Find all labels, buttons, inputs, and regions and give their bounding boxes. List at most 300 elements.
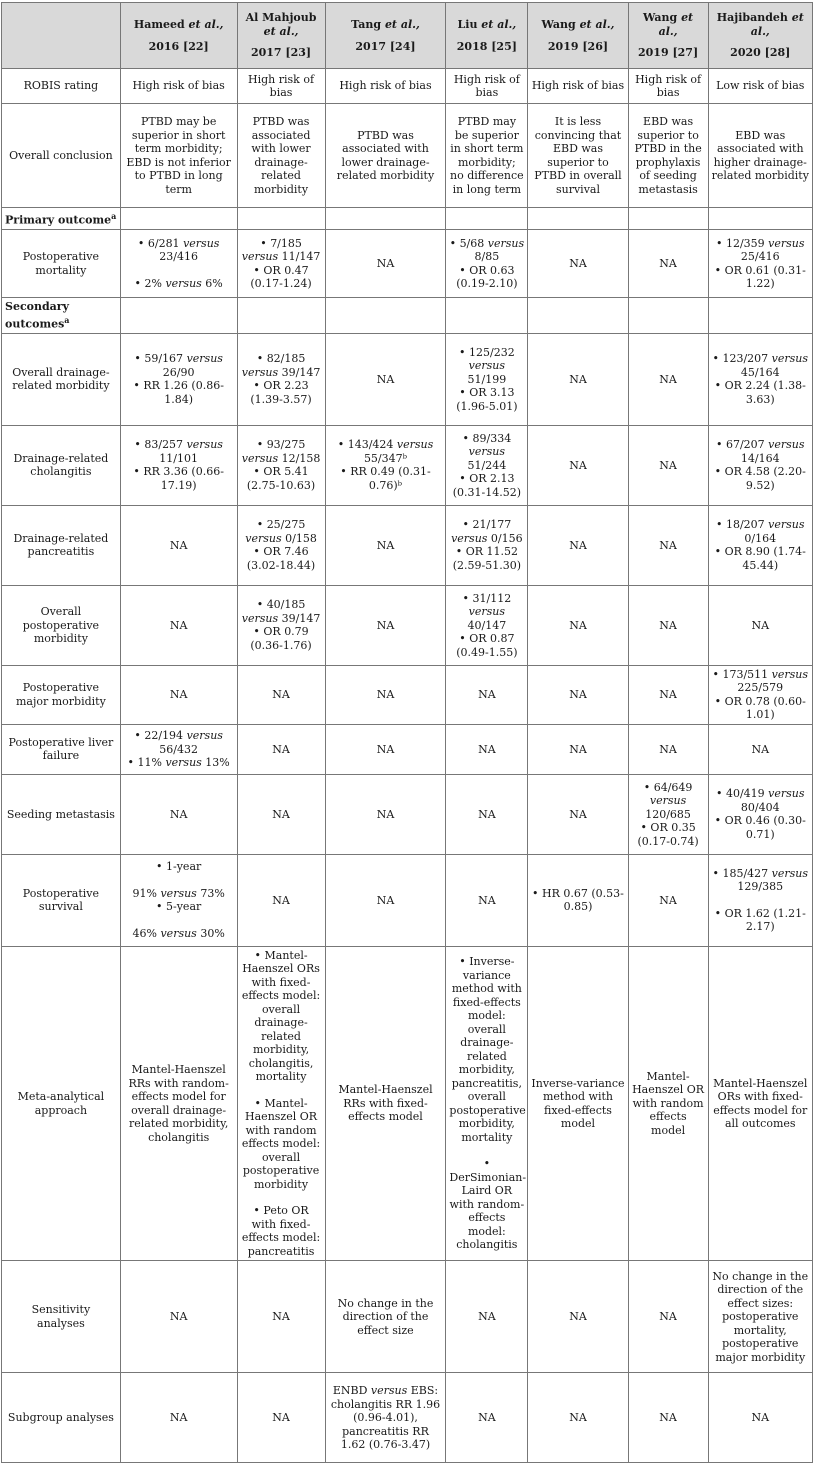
empty-cell <box>708 208 812 230</box>
data-cell <box>708 230 812 298</box>
cell-line: NA <box>272 1411 290 1425</box>
data-cell <box>120 425 237 505</box>
cell-line: • 5/68 versus 8/85 <box>449 236 525 264</box>
row-label: Postoperative liver failure <box>2 724 121 774</box>
data-cell <box>325 505 446 585</box>
data-cell <box>708 1261 812 1373</box>
study-author: Hameed <box>133 18 189 31</box>
cell-line: NA <box>169 807 188 821</box>
cell-line: • OR 8.90 (1.74-45.44) <box>714 545 806 572</box>
cell-line: No change in the direction of the effect sizes: postoperative mortality, postoperative major morbidity <box>712 1269 809 1364</box>
data-cell <box>120 104 237 208</box>
data-cell <box>528 774 628 854</box>
cell-line: NA <box>376 618 395 632</box>
data-cell <box>120 69 237 104</box>
data-cell <box>708 774 812 854</box>
cell-line: • 1-year <box>156 860 202 874</box>
data-cell <box>237 425 325 505</box>
cell-line: NA <box>169 688 188 702</box>
data-cell <box>528 1373 628 1463</box>
cell-line: NA <box>169 1411 188 1425</box>
data-cell <box>237 230 325 298</box>
table-row-seeding <box>2 774 813 854</box>
data-cell <box>708 585 812 665</box>
study-header <box>446 3 528 69</box>
data-cell <box>446 946 528 1261</box>
data-cell <box>708 854 812 946</box>
data-cell <box>628 505 708 585</box>
cell-line: • 173/511 versus 225/579 <box>712 667 809 695</box>
table-row-survival <box>2 854 813 946</box>
study-year: 2019 [27] <box>638 46 699 60</box>
cell-line: NA <box>659 538 677 552</box>
cell-line: NA <box>569 256 587 270</box>
cell-line: Inverse-variance method with fixed-effects model <box>531 1076 625 1131</box>
data-cell <box>628 854 708 946</box>
data-cell <box>446 774 528 854</box>
cell-line: NA <box>569 538 587 552</box>
cell-line: NA <box>569 742 587 756</box>
study-etal: et al., <box>750 11 804 38</box>
header-row <box>2 3 813 69</box>
row-label: Meta-analytical approach <box>2 946 121 1261</box>
cell-line: NA <box>376 538 395 552</box>
data-cell <box>237 946 325 1261</box>
data-cell <box>708 333 812 425</box>
cell-line: NA <box>272 688 290 702</box>
row-label: Postoperative mortality <box>2 230 121 298</box>
data-cell <box>120 724 237 774</box>
cell-line: NA <box>569 688 587 702</box>
cell-line: • 67/207 versus 14/164 <box>715 438 805 465</box>
cell-line: • DerSimonian-Laird OR with random-effects model: cholangitis <box>449 1157 527 1252</box>
cell-line: NA <box>569 807 587 821</box>
cell-line: • 40/185 versus 39/147 <box>241 598 321 625</box>
data-cell <box>446 1261 528 1373</box>
study-year: 2017 [23] <box>250 46 312 60</box>
study-etal: et al., <box>188 18 224 31</box>
data-cell <box>628 724 708 774</box>
data-cell <box>237 665 325 724</box>
cell-line: NA <box>169 618 188 632</box>
data-cell <box>528 585 628 665</box>
cell-line: • 18/207 versus 0/164 <box>715 518 805 545</box>
cell-line: • OR 2.13 (0.31-14.52) <box>452 472 521 499</box>
data-cell <box>628 1261 708 1373</box>
cell-line: Low risk of bias <box>716 79 805 93</box>
cell-line: • OR 5.41 (2.75-10.63) <box>246 465 316 492</box>
cell-line: • 64/649 versus 120/685 <box>643 780 693 821</box>
cell-line: NA <box>376 742 395 756</box>
cell-line: NA <box>659 458 677 472</box>
cell-line: Mantel-Haenszel RRs with fixed-effects model <box>338 1083 433 1124</box>
data-cell <box>528 724 628 774</box>
cell-line: NA <box>376 256 395 270</box>
data-cell <box>237 774 325 854</box>
cell-line: PTBD was associated with lower drainage-related morbidity <box>251 115 311 196</box>
study-header <box>120 3 237 69</box>
row-label: Sensitivity analyses <box>2 1261 121 1373</box>
section-label: Primary outcome$^a$ <box>2 208 121 230</box>
data-cell <box>446 585 528 665</box>
data-cell <box>528 665 628 724</box>
cell-line: • OR 2.23 (1.39-3.57) <box>250 379 312 406</box>
empty-cell <box>446 298 528 334</box>
cell-line: NA <box>569 618 587 632</box>
cell-line: EBD was superior to PTBD in the prophylaxis of seeding metastasis <box>634 115 702 196</box>
cell-line: High risk of bias <box>531 79 625 93</box>
table-row-overall-drainage <box>2 333 813 425</box>
data-cell <box>528 230 628 298</box>
cell-line: • OR 0.87 (0.49-1.55) <box>456 632 518 659</box>
data-cell <box>528 1261 628 1373</box>
cell-line: • 21/177 versus 0/156 <box>451 518 523 545</box>
cell-line: NA <box>478 1310 496 1324</box>
empty-cell <box>120 298 237 334</box>
data-cell <box>120 1373 237 1463</box>
cell-line: NA <box>751 1411 770 1425</box>
data-cell <box>628 1373 708 1463</box>
cell-line: NA <box>659 618 677 632</box>
data-cell <box>325 585 446 665</box>
cell-line: • 89/334 versus 51/244 <box>462 431 512 472</box>
data-cell <box>325 104 446 208</box>
data-cell <box>325 333 446 425</box>
data-cell <box>446 425 528 505</box>
cell-line: • 7/185 versus 11/147 <box>241 236 321 264</box>
data-cell <box>528 946 628 1261</box>
cell-line: • Peto OR with fixed-effects model: pancreatitis <box>241 1204 321 1258</box>
table-row-mortality <box>2 230 813 298</box>
empty-cell <box>528 208 628 230</box>
data-cell <box>708 724 812 774</box>
empty-cell <box>237 208 325 230</box>
data-cell <box>446 665 528 724</box>
cell-line: • Inverse-variance method with fixed-effects model: overall drainage-related morbidity, pancreatitis, overall postoperative morbidity, mortality <box>449 955 526 1144</box>
cell-line: NA <box>478 1411 496 1425</box>
data-cell <box>628 230 708 298</box>
study-author: Liu <box>457 18 482 31</box>
data-cell <box>446 505 528 585</box>
row-label: Postoperative survival <box>2 854 121 946</box>
cell-line: • RR 3.36 (0.66-17.19) <box>133 465 224 492</box>
study-etal: et al., <box>658 11 694 38</box>
study-year: 2017 [24] <box>355 39 416 53</box>
table-row-robis <box>2 69 813 104</box>
data-cell <box>446 69 528 104</box>
data-cell <box>325 774 446 854</box>
data-cell <box>237 505 325 585</box>
data-cell <box>528 104 628 208</box>
cell-line: No change in the direction of the effect size <box>337 1296 434 1337</box>
cell-line: • 6/281 versus 23/416 <box>137 236 220 264</box>
cell-line: PTBD was associated with lower drainage-related morbidity <box>336 128 435 182</box>
table-row-primary-section <box>2 208 813 230</box>
data-cell <box>628 665 708 724</box>
cell-line: • 2% versus 6% <box>134 276 223 290</box>
empty-cell <box>446 208 528 230</box>
data-cell <box>120 665 237 724</box>
data-cell <box>628 946 708 1261</box>
cell-line: NA <box>659 372 677 386</box>
cell-line: NA <box>376 688 395 702</box>
data-cell <box>120 585 237 665</box>
empty-cell <box>628 208 708 230</box>
study-year: 2020 [28] <box>730 46 791 60</box>
row-label: Postoperative major morbidity <box>2 665 121 724</box>
cell-line: 91% versus 73% <box>132 886 225 900</box>
cell-line: • 22/194 versus 56/432 <box>134 729 223 756</box>
cell-line: • OR 0.78 (0.60-1.01) <box>714 694 806 722</box>
study-etal: et al., <box>384 18 420 31</box>
cell-line: • 59/167 versus 26/90 <box>134 352 223 379</box>
data-cell <box>446 333 528 425</box>
cell-line: • 93/275 versus 12/158 <box>241 438 321 465</box>
data-cell <box>237 1261 325 1373</box>
cell-line: • 185/427 versus 129/385 <box>712 866 809 894</box>
cell-line: PTBD may be superior in short term morbidity; no difference in long term <box>450 115 524 196</box>
data-cell <box>446 724 528 774</box>
cell-line: NA <box>478 688 496 702</box>
table-row-meta <box>2 946 813 1261</box>
data-cell <box>528 333 628 425</box>
study-etal: et al., <box>481 18 517 31</box>
data-cell <box>528 505 628 585</box>
cell-line: High risk of bias <box>339 79 432 93</box>
cell-line: • 125/232 versus 51/199 <box>459 345 515 386</box>
empty-cell <box>120 208 237 230</box>
row-label: Drainage-related cholangitis <box>2 425 121 505</box>
data-cell <box>237 585 325 665</box>
cell-line: NA <box>569 1411 587 1425</box>
cell-line: NA <box>272 742 290 756</box>
study-header <box>708 3 812 69</box>
study-year: 2016 [22] <box>148 39 209 53</box>
cell-line: NA <box>659 256 677 270</box>
cell-line: ENBD versus EBS: cholangitis RR 1.96 (0.96-4.01), pancreatitis RR 1.62 (0.76-3.47) <box>330 1384 441 1452</box>
cell-line: NA <box>376 893 395 907</box>
cell-line: NA <box>169 1310 188 1324</box>
data-cell <box>325 69 446 104</box>
data-cell <box>628 774 708 854</box>
data-cell <box>446 854 528 946</box>
study-author: Al Mahjoub <box>245 11 317 25</box>
cell-line: • OR 0.46 (0.30-0.71) <box>714 814 806 841</box>
table-row-sensitivity <box>2 1261 813 1373</box>
table-row-cholangitis <box>2 425 813 505</box>
cell-line: • OR 0.47 (0.17-1.24) <box>250 263 312 291</box>
study-etal: et al., <box>263 24 299 38</box>
data-cell <box>120 505 237 585</box>
data-cell <box>708 665 812 724</box>
data-cell <box>708 1373 812 1463</box>
section-label: Secondary outcomes$^a$ <box>2 298 121 334</box>
cell-line: • Mantel-Haenszel OR with random effects model: overall postoperative morbidity <box>241 1096 321 1191</box>
data-cell <box>528 425 628 505</box>
cell-line: High risk of bias <box>132 79 225 93</box>
cell-line: • OR 0.79 (0.36-1.76) <box>250 625 312 652</box>
cell-line: High risk of bias <box>453 72 520 99</box>
cell-line: Mantel-Haenszel RRs with random-effects model for overall drainage-related morbidity, cholangitis <box>128 1063 229 1144</box>
empty-cell <box>325 208 446 230</box>
cell-line: NA <box>169 538 188 552</box>
study-author: Hajibandeh <box>716 11 792 25</box>
table-row-secondary-section <box>2 298 813 334</box>
cell-line: • OR 0.61 (0.31-1.22) <box>714 263 806 291</box>
cell-line: • 83/257 versus 11/101 <box>134 438 223 465</box>
cell-line: • RR 0.49 (0.31-0.76)ᵇ <box>340 465 431 492</box>
cell-line: Mantel-Haenszel ORs with fixed-effects model for all outcomes <box>713 1076 808 1131</box>
study-etal: et al., <box>579 18 615 31</box>
table-row-liver-failure <box>2 724 813 774</box>
study-author: Wang <box>541 18 580 31</box>
data-cell <box>237 1373 325 1463</box>
data-cell <box>237 854 325 946</box>
row-label: ROBIS rating <box>2 69 121 104</box>
cell-line: • 5-year <box>156 900 202 914</box>
table-row-overall-postop <box>2 585 813 665</box>
row-label: Drainage-related pancreatitis <box>2 505 121 585</box>
data-cell <box>628 333 708 425</box>
cell-line: NA <box>659 1310 677 1324</box>
empty-cell <box>325 298 446 334</box>
cell-line: High risk of bias <box>635 72 702 99</box>
cell-line: EBD was associated with higher drainage-related morbidity <box>711 128 809 182</box>
data-cell <box>446 104 528 208</box>
data-cell <box>446 1373 528 1463</box>
data-cell <box>237 69 325 104</box>
row-label: Overall postoperative morbidity <box>2 585 121 665</box>
cell-line: NA <box>659 893 677 907</box>
study-author: Wang <box>643 11 682 25</box>
data-cell <box>120 1261 237 1373</box>
table-body <box>2 69 813 1463</box>
data-cell <box>325 665 446 724</box>
data-cell <box>708 946 812 1261</box>
cell-line: 46% versus 30% <box>132 926 225 940</box>
study-header <box>325 3 446 69</box>
data-cell <box>708 69 812 104</box>
cell-line: • OR 2.24 (1.38-3.63) <box>714 379 806 406</box>
data-cell <box>237 333 325 425</box>
cell-line: NA <box>376 372 395 386</box>
cell-line: • 143/424 versus 55/347ᵇ <box>337 438 434 465</box>
cell-line: • 31/112 versus 40/147 <box>462 591 512 632</box>
empty-cell <box>628 298 708 334</box>
data-cell <box>628 425 708 505</box>
cell-line: High risk of bias <box>248 72 315 99</box>
cell-line: • OR 0.63 (0.19-2.10) <box>456 263 518 291</box>
data-cell <box>120 854 237 946</box>
cell-line: • 82/185 versus 39/147 <box>241 352 321 379</box>
table-row-pancreatitis <box>2 505 813 585</box>
data-cell <box>120 230 237 298</box>
data-cell <box>528 69 628 104</box>
cell-line: • OR 11.52 (2.59-51.30) <box>452 545 521 572</box>
cell-line: NA <box>478 807 496 821</box>
cell-line: NA <box>272 893 290 907</box>
empty-cell <box>708 298 812 334</box>
study-header <box>237 3 325 69</box>
cell-line: NA <box>272 1310 290 1324</box>
empty-cell <box>528 298 628 334</box>
cell-line: • OR 3.13 (1.96-5.01) <box>456 386 518 413</box>
study-year: 2019 [26] <box>547 39 609 53</box>
cell-line: • RR 1.26 (0.86-1.84) <box>133 379 224 406</box>
data-cell <box>237 724 325 774</box>
data-cell <box>628 104 708 208</box>
data-cell <box>708 104 812 208</box>
cell-line: • 11% versus 13% <box>127 756 230 770</box>
data-cell <box>708 505 812 585</box>
footnote-mark: a <box>64 314 70 325</box>
data-cell <box>628 585 708 665</box>
data-cell <box>120 774 237 854</box>
cell-line: NA <box>569 458 587 472</box>
cell-line: • OR 4.58 (2.20-9.52) <box>714 465 806 492</box>
cell-line: It is less convincing that EBD was superior to PTBD in overall survival <box>534 115 622 196</box>
cell-line: NA <box>376 807 395 821</box>
cell-line: NA <box>659 688 677 702</box>
data-cell <box>325 854 446 946</box>
study-author: Tang <box>351 18 385 31</box>
data-cell <box>528 854 628 946</box>
data-cell <box>120 946 237 1261</box>
table-row-major-morbidity <box>2 665 813 724</box>
footnote-mark: a <box>111 211 117 221</box>
cell-line: NA <box>569 1310 587 1324</box>
cell-line: NA <box>478 893 496 907</box>
data-cell <box>708 425 812 505</box>
data-cell <box>628 69 708 104</box>
study-header <box>528 3 628 69</box>
data-cell <box>237 104 325 208</box>
results-table <box>1 2 813 1463</box>
cell-line: Mantel-Haenszel OR with random effects model <box>632 1069 705 1137</box>
data-cell <box>446 230 528 298</box>
cell-line: NA <box>659 1411 677 1425</box>
data-cell <box>325 724 446 774</box>
cell-line: NA <box>659 742 677 756</box>
cell-line: NA <box>272 807 290 821</box>
data-cell <box>120 333 237 425</box>
row-label: Seeding metastasis <box>2 774 121 854</box>
cell-line: PTBD may be superior in short term morbidity; EBD is not inferior to PTBD in long term <box>126 115 231 196</box>
row-label: Subgroup analyses <box>2 1373 121 1463</box>
cell-line: • 12/359 versus 25/416 <box>715 236 805 264</box>
cell-line: NA <box>569 372 587 386</box>
study-year: 2018 [25] <box>456 39 517 53</box>
cell-line: NA <box>478 742 496 756</box>
row-label: Overall conclusion <box>2 104 121 208</box>
cell-line: • OR 7.46 (3.02-18.44) <box>246 545 316 572</box>
empty-cell <box>237 298 325 334</box>
cell-line: NA <box>751 618 770 632</box>
cell-line: • OR 0.35 (0.17-0.74) <box>637 821 699 848</box>
study-header <box>628 3 708 69</box>
table-row-conclusion <box>2 104 813 208</box>
table-row-subgroup <box>2 1373 813 1463</box>
header-corner <box>2 3 121 69</box>
cell-line: • Mantel-Haenszel ORs with fixed-effects model: overall drainage-related morbidity, cholangitis, mortality <box>241 948 321 1084</box>
cell-line: • 123/207 versus 45/164 <box>712 352 809 379</box>
data-cell <box>325 946 446 1261</box>
data-cell <box>325 1373 446 1463</box>
cell-line: • 25/275 versus 0/158 <box>245 518 317 545</box>
data-cell <box>325 1261 446 1373</box>
row-label: Overall drainage-related morbidity <box>2 333 121 425</box>
cell-line: • OR 1.62 (1.21-2.17) <box>714 906 806 934</box>
